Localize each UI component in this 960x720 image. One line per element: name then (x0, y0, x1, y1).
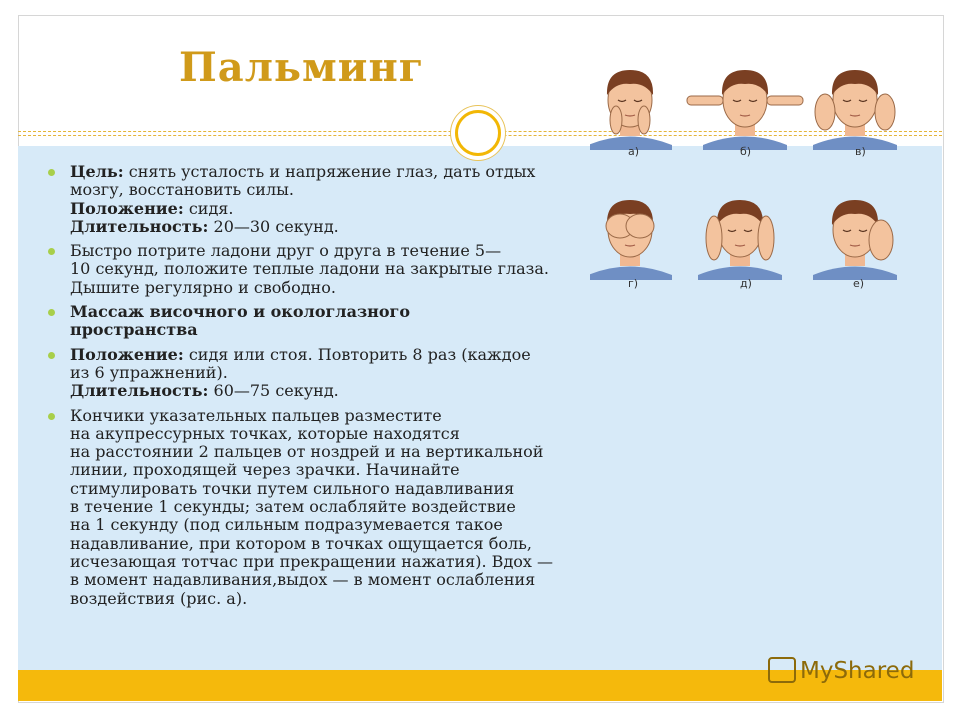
bold-label: Положение: (70, 344, 184, 364)
body-text: сидя. (183, 198, 234, 218)
bold-label: пространства (70, 320, 198, 340)
bullet-icon (48, 169, 55, 176)
text-line (70, 260, 593, 278)
text-line (70, 553, 593, 571)
ring-ornament-icon (455, 110, 501, 156)
figure-caption: д) (740, 277, 752, 290)
exercise-illustrations (590, 45, 930, 305)
figure-caption: а) (628, 145, 640, 158)
body-text: стимулировать точки путем сильного надавливания (70, 478, 515, 498)
bold-label: Положение: (70, 198, 184, 218)
text-line (70, 346, 593, 364)
hand-shape (815, 94, 835, 130)
figure-caption: г) (628, 277, 639, 290)
watermark-text: MyShared (800, 658, 915, 684)
text-line (70, 321, 593, 339)
text-line (70, 498, 593, 516)
face-figure (590, 200, 672, 280)
text-line (70, 364, 593, 382)
text-line (70, 242, 593, 260)
bold-label: Цель: (70, 162, 124, 181)
body-text: исчезающая тотчас при прекращении нажатия). Вдох — (70, 551, 554, 571)
face-figure (813, 200, 897, 280)
page-title: Пальминг (179, 44, 425, 91)
list-item (48, 407, 593, 608)
text-line (70, 461, 593, 479)
body-text: Кончики указательных пальцев разместите (70, 405, 442, 425)
hand-shape (875, 94, 895, 130)
body-text: в течение 1 секунды; затем ослабляйте воздействие (70, 497, 516, 517)
text-line (70, 382, 593, 400)
bold-label: Длительность: (70, 381, 209, 401)
text-line (70, 303, 593, 321)
hand-shape (758, 216, 774, 260)
list-item (48, 303, 593, 340)
face-figure (590, 70, 672, 150)
face-figure (698, 200, 782, 280)
bullet-list (48, 163, 593, 614)
text-line (70, 590, 593, 608)
body-text: из 6 упражнений). (70, 362, 228, 382)
list-item (48, 242, 593, 297)
body-text: воздействия (рис. а). (70, 588, 248, 608)
text-line (70, 163, 593, 181)
text-line (70, 425, 593, 443)
body-text: Быстро потрите ладони друг о друга в течение 5— (70, 241, 502, 261)
body-text: Дышите регулярно и свободно. (70, 277, 336, 297)
body-text: 20—30 секунд. (208, 216, 339, 236)
figure-caption: е) (853, 277, 865, 290)
bullet-icon (48, 352, 55, 359)
list-item (48, 346, 593, 401)
bold-label: Массаж височного и окологлазного (70, 302, 411, 322)
text-line (70, 181, 593, 199)
watermark-logo (768, 658, 914, 685)
body-text: на 1 секунду (под сильным подразумевается такое (70, 515, 503, 535)
body-text: 10 секунд, положите теплые ладони на закрытые глаза. (70, 259, 550, 279)
faces-svg (590, 45, 930, 305)
figure-caption: в) (855, 145, 866, 158)
body-text: сидя или стоя. Повторить 8 раз (каждое (183, 344, 531, 364)
body-text: в момент надавливания,выдох — в момент ослабления (70, 570, 536, 590)
text-line (70, 407, 593, 425)
figure-caption: б) (740, 145, 752, 158)
body-text: линии, проходящей через зрачки. Начинайте (70, 460, 460, 480)
hand-shape (869, 220, 893, 260)
face-figure (813, 70, 897, 150)
body-text: на расстоянии 2 пальцев от ноздрей и на вертикальной (70, 442, 544, 462)
bullet-icon (48, 413, 55, 420)
text-line (70, 443, 593, 461)
text-line (70, 218, 593, 236)
hand-shape (610, 106, 622, 134)
bullet-icon (48, 248, 55, 255)
hand-shape (706, 216, 722, 260)
body-text: снять усталость и напряжение глаз, дать отдых (123, 162, 536, 181)
text-line (70, 571, 593, 589)
bold-label: Длительность: (70, 216, 209, 236)
hand-shape (767, 96, 803, 105)
logo-icon (768, 657, 796, 683)
text-line (70, 279, 593, 297)
body-text: на акупрессурных точках, которые находятся (70, 423, 460, 443)
body-text: мозгу, восстановить силы. (70, 180, 294, 200)
list-item (48, 163, 593, 236)
text-line (70, 200, 593, 218)
hand-shape (638, 106, 650, 134)
body-text: 60—75 секунд. (208, 381, 339, 401)
text-line (70, 480, 593, 498)
body-text: надавливание, при котором в точках ощущается боль, (70, 533, 532, 553)
text-line (70, 516, 593, 534)
hand-shape (626, 214, 654, 238)
face-figure (687, 70, 803, 150)
bullet-icon (48, 309, 55, 316)
text-line (70, 535, 593, 553)
hand-shape (687, 96, 723, 105)
